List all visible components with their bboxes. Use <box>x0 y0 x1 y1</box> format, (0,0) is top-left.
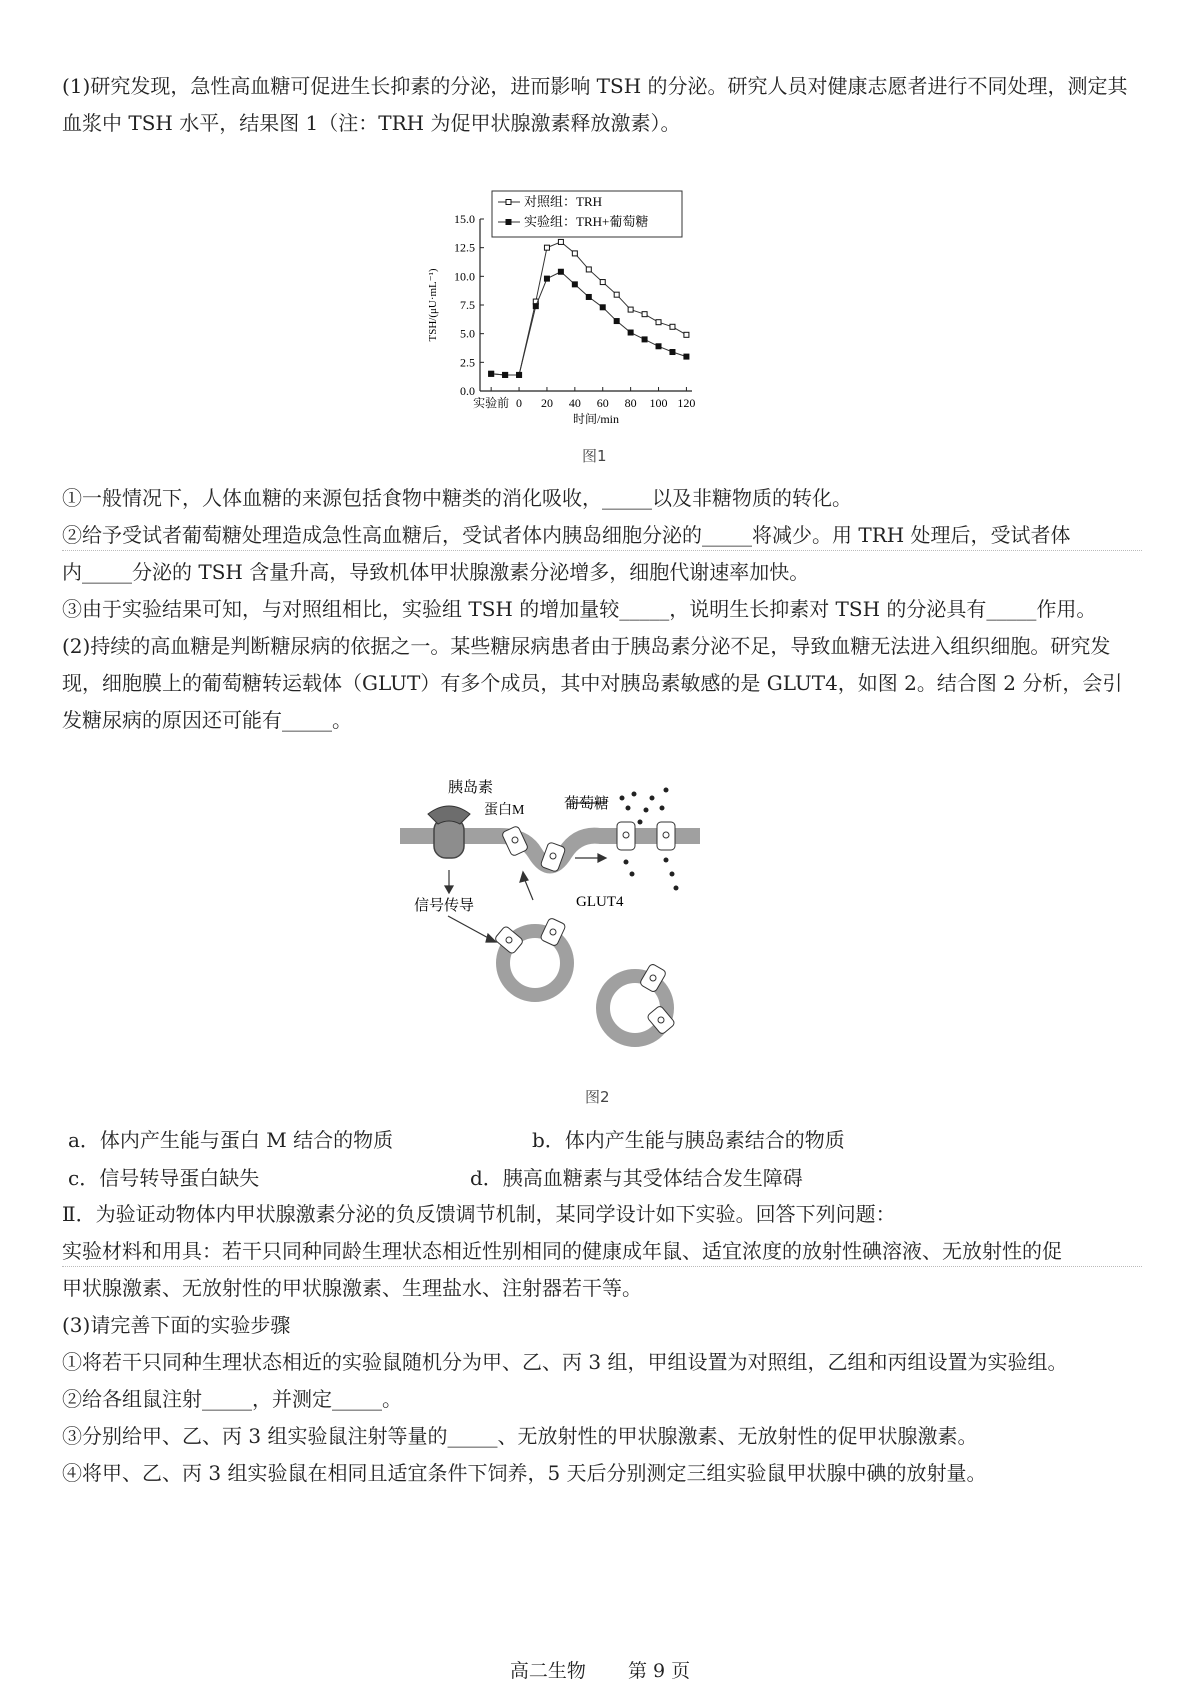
y-tick-label: 5.0 <box>460 326 475 341</box>
option-a: a．体内产生能与蛋白 M 结合的物质 <box>68 1128 394 1152</box>
data-point <box>684 354 689 359</box>
data-point <box>628 330 633 335</box>
data-point <box>670 324 675 329</box>
legend-marker <box>506 200 511 205</box>
q2-text: (2)持续的高血糖是判断糖尿病的依据之一。某些糖尿病患者由于胰岛素分泌不足，导致血糖无法进入组织细胞。研究发现，细胞膜上的葡萄糖转运载体（GLUT）有多个成员，其中对胰岛素敏感的是 GLUT4，如图 2。结合图 2 分析，会引发糖尿病的原因还可能有_____。 <box>62 634 1123 732</box>
footer-subject: 高二生物 <box>509 1660 586 1682</box>
x-tick-label: 0 <box>516 396 523 410</box>
q1-sub2a: ②给予受试者葡萄糖处理造成急性高血糖后，受试者体内胰岛细胞分泌的_____将减少。用 TRH 处理后，受试者体 <box>62 520 1142 551</box>
footer-page: 第 9 页 <box>627 1660 691 1682</box>
data-point <box>614 292 619 297</box>
x-tick-label: 实验前 <box>473 396 510 410</box>
label-insulin: 胰岛素 <box>448 780 494 796</box>
legend-entry: 对照组：TRH <box>524 194 603 209</box>
section2-materials-a: 实验材料和用具：若干只同种同龄生理状态相近性别相同的健康成年鼠、适宜浓度的放射性碘溶液、无放射性的促 <box>62 1236 1142 1267</box>
figure2-caption: 图2 <box>585 1088 610 1106</box>
data-point <box>656 344 661 349</box>
y-axis-label: TSH/(μU·mL⁻¹) <box>427 268 439 342</box>
y-tick-label: 12.5 <box>454 240 475 255</box>
glut4-membrane-3 <box>617 822 635 850</box>
q3-step2: ②给各组鼠注射_____，并测定_____。 <box>62 1387 402 1411</box>
x-tick-label: 40 <box>568 396 581 410</box>
option-b: b．体内产生能与胰岛素结合的物质 <box>532 1128 845 1152</box>
data-point <box>642 337 647 342</box>
y-tick-label: 0.0 <box>460 384 475 398</box>
data-point <box>558 239 563 244</box>
y-tick-label: 7.5 <box>460 298 475 312</box>
data-point <box>586 267 591 272</box>
q3-step1: ①将若干只同种生理状态相近的实验鼠随机分为甲、乙、丙 3 组，甲组设置为对照组，乙组和丙组设置为实验组。 <box>62 1350 1068 1374</box>
x-tick-label: 60 <box>596 396 609 410</box>
data-point <box>572 282 577 287</box>
figure2-diagram <box>400 778 720 1078</box>
x-tick-label: 100 <box>649 396 668 410</box>
series-line-1 <box>491 242 686 375</box>
data-point <box>684 332 689 337</box>
data-point <box>656 320 661 325</box>
protein-m-receptor <box>428 806 470 858</box>
y-tick-label: 2.5 <box>460 355 475 370</box>
data-point <box>517 372 522 377</box>
x-tick-label: 80 <box>624 396 637 410</box>
y-tick-label: 10.0 <box>454 269 475 284</box>
data-point <box>489 371 494 376</box>
label-signal: 信号传导 <box>414 898 475 914</box>
legend-marker <box>506 220 511 225</box>
glut4-membrane-4 <box>657 822 675 850</box>
legend-entry: 实验组：TRH+葡萄糖 <box>524 214 649 229</box>
data-point <box>572 251 577 256</box>
data-point <box>533 304 538 309</box>
data-point <box>642 312 647 317</box>
label-glucose: 葡萄糖 <box>564 796 610 812</box>
x-tick-label: 120 <box>677 396 696 410</box>
data-point <box>600 305 605 310</box>
q1-sub1: ①一般情况下，人体血糖的来源包括食物中糖类的消化吸收，_____以及非糖物质的转化。 <box>62 486 852 510</box>
label-protein-m: 蛋白M <box>484 803 525 818</box>
data-point <box>628 307 633 312</box>
data-point <box>503 372 508 377</box>
data-point <box>544 245 549 250</box>
option-c: c．信号转导蛋白缺失 <box>68 1166 260 1190</box>
figure1-chart <box>410 185 730 435</box>
data-point <box>586 294 591 299</box>
section2-materials-b: 甲状腺激素、无放射性的甲状腺激素、生理盐水、注射器若干等。 <box>62 1276 642 1300</box>
option-d: d．胰高血糖素与其受体结合发生障碍 <box>470 1166 803 1190</box>
section2-intro: Ⅱ．为验证动物体内甲状腺激素分泌的负反馈调节机制，某同学设计如下实验。回答下列问题： <box>62 1202 896 1226</box>
x-tick-label: 20 <box>540 396 553 410</box>
page-footer <box>0 1656 1200 1683</box>
figure1-caption: 图1 <box>582 447 607 465</box>
data-point <box>544 276 549 281</box>
q1-intro: (1)研究发现，急性高血糖可促进生长抑素的分泌，进而影响 TSH 的分泌。研究人员对健康志愿者进行不同处理，测定其血浆中 TSH 水平，结果图 1（注：TRH 为促甲状腺激素释放激素）。 <box>62 74 1128 135</box>
y-tick-label: 15.0 <box>454 212 475 226</box>
q3-step3: ③分别给甲、乙、丙 3 组实验鼠注射等量的_____、无放射性的甲状腺激素、无放射性的促甲状腺激素。 <box>62 1424 978 1448</box>
q1-sub2b: 内_____分泌的 TSH 含量升高，导致机体甲状腺激素分泌增多，细胞代谢速率加快。 <box>62 560 810 584</box>
data-point <box>614 319 619 324</box>
q1-sub3: ③由于实验结果可知，与对照组相比，实验组 TSH 的增加量较_____，说明生长抑素对 TSH 的分泌具有_____作用。 <box>62 597 1097 621</box>
q3-step4: ④将甲、乙、丙 3 组实验鼠在相同且适宜条件下饲养，5 天后分别测定三组实验鼠甲状腺中碘的放射量。 <box>62 1461 987 1485</box>
x-axis-label: 时间/min <box>572 412 620 426</box>
data-point <box>670 350 675 355</box>
data-point <box>558 269 563 274</box>
data-point <box>600 280 605 285</box>
label-glut4: GLUT4 <box>576 894 624 910</box>
q3-title: (3)请完善下面的实验步骤 <box>62 1313 291 1337</box>
